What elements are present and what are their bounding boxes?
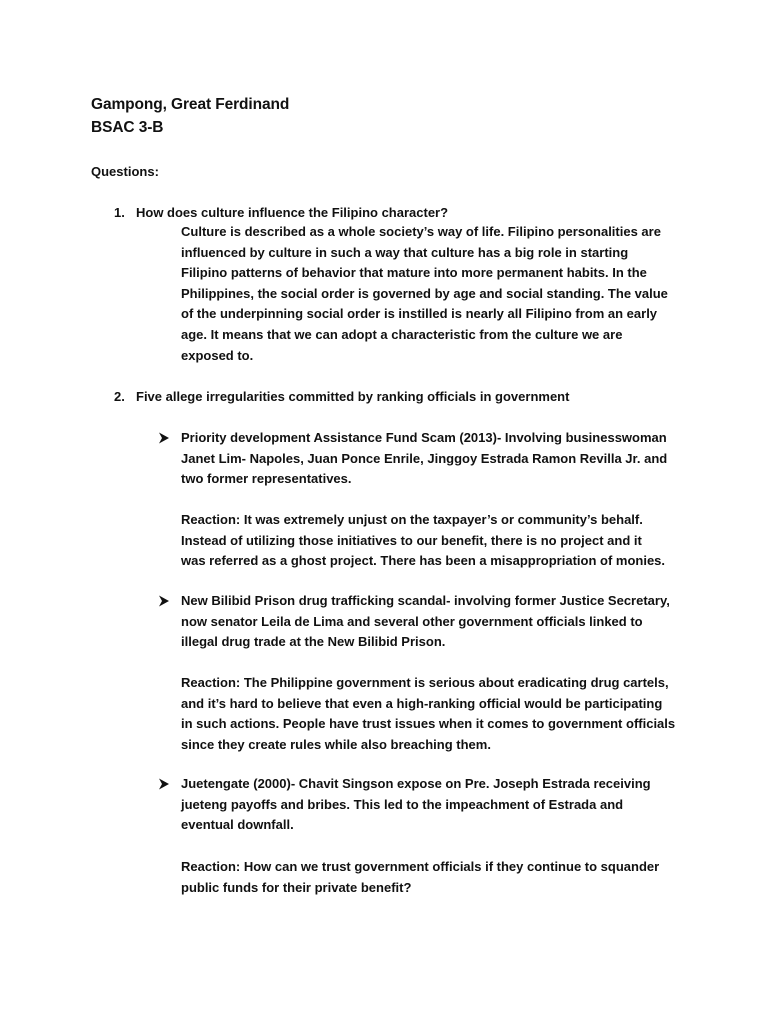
- arrow-bullet-icon: [158, 778, 170, 790]
- answer-line: exposed to.: [181, 347, 254, 363]
- irregularity-3: [181, 774, 651, 836]
- irregularity-line: two former representatives.: [181, 471, 352, 487]
- question-2: [114, 389, 569, 404]
- irregularity-line: New Bilibid Prison drug trafficking scandal- involving former Justice Secretary,: [181, 593, 670, 608]
- irregularity-line: Priority development Assistance Fund Scam (2013)- Involving businesswoman: [181, 430, 667, 445]
- reaction-line: public funds for their private benefit?: [181, 879, 412, 895]
- reaction-2: [181, 673, 675, 755]
- question-2-number: 2.: [114, 389, 125, 404]
- questions-heading: Questions:: [91, 164, 159, 179]
- answer-line: Culture is described as a whole society’s way of life. Filipino personalities are: [181, 224, 661, 239]
- reaction-line: was referred as a ghost project. There has been a misappropriation of monies.: [181, 553, 666, 569]
- reaction-1: [181, 510, 665, 572]
- reaction-line: since they create rules while also breaching them.: [181, 736, 491, 752]
- question-2-text: Five allege irregularities committed by ranking officials in government: [136, 389, 570, 404]
- answer-line: influenced by culture in such a way that culture has a big role in starting: [181, 244, 629, 260]
- arrow-bullet-icon: [158, 595, 170, 607]
- irregularity-line: Juetengate (2000)- Chavit Singson expose on Pre. Joseph Estrada receiving: [181, 776, 651, 791]
- answer-line: of the underpinning social order is instilled is nearly all Filipino from an early: [181, 306, 658, 322]
- irregularity-line: illegal drug trade at the New Bilibid Prison.: [181, 634, 446, 650]
- student-name: Gampong, Great Ferdinand: [91, 96, 290, 113]
- question-1-text: How does culture influence the Filipino character?: [136, 205, 449, 220]
- reaction-line: Reaction: The Philippine government is serious about eradicating drug cartels,: [181, 675, 669, 690]
- reaction-3: [181, 857, 659, 898]
- answer-line: Philippines, the social order is governed by age and social standing. The value: [181, 285, 668, 301]
- irregularity-2: [181, 591, 670, 653]
- reaction-line: Reaction: It was extremely unjust on the taxpayer’s or community’s behalf.: [181, 512, 643, 527]
- irregularity-line: jueteng payoffs and bribes. This led to the impeachment of Estrada and: [181, 796, 624, 812]
- question-1: [114, 205, 448, 220]
- answer-line: age. It means that we can adopt a characteristic from the culture we are: [181, 326, 623, 342]
- student-section: BSAC 3-B: [91, 119, 164, 136]
- question-1-answer: [181, 222, 668, 366]
- reaction-line: and it’s hard to believe that even a high-ranking official would be participating: [181, 695, 663, 711]
- irregularity-line: Janet Lim- Napoles, Juan Ponce Enrile, Jinggoy Estrada Ramon Revilla Jr. and: [181, 450, 668, 466]
- irregularity-1: [181, 428, 667, 490]
- irregularity-line: now senator Leila de Lima and several other government officials linked to: [181, 613, 643, 629]
- question-1-number: 1.: [114, 205, 125, 220]
- arrow-bullet-icon: [158, 432, 170, 444]
- reaction-line: Reaction: How can we trust government officials if they continue to squander: [181, 859, 660, 874]
- irregularity-line: eventual downfall.: [181, 817, 294, 833]
- reaction-line: Instead of utilizing those initiatives to our benefit, there is no project and it: [181, 532, 642, 548]
- answer-line: Filipino patterns of behavior that mature into more permanent habits. In the: [181, 265, 647, 281]
- reaction-line: in such actions. People have trust issues when it comes to government officials: [181, 716, 676, 732]
